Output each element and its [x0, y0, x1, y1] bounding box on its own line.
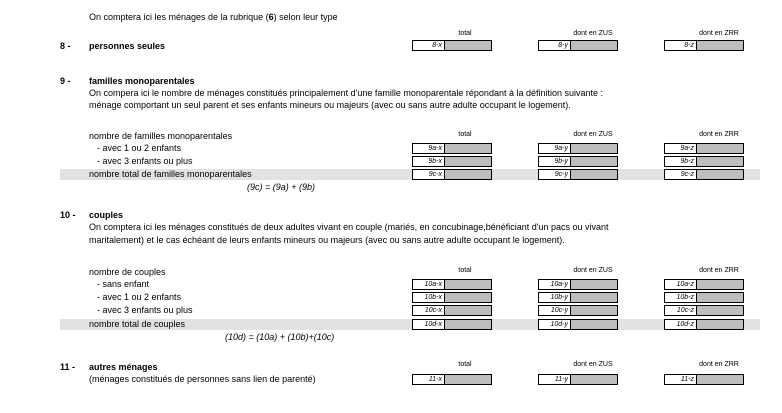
col-header-zus: dont en ZUS — [573, 267, 613, 274]
input-10d-z[interactable]: 10d-z — [664, 319, 744, 330]
input-9b-y[interactable]: 9b-y — [538, 156, 618, 167]
row-label: - sans enfant — [97, 279, 150, 289]
input-10a-x[interactable]: 10a-x — [412, 279, 492, 290]
input-10a-y[interactable]: 10a-y — [538, 279, 618, 290]
col-header-zus: dont en ZUS — [573, 131, 613, 138]
section-11-description: (ménages constitués de personnes sans lien de parenté) — [89, 374, 316, 384]
section-11-title: autres ménages — [89, 362, 158, 372]
row-label: - avec 1 ou 2 enfants — [97, 143, 182, 153]
input-10c-y[interactable]: 10c-y — [538, 305, 618, 316]
input-10b-z[interactable]: 10b-z — [664, 292, 744, 303]
section-11-number: 11 - — [60, 362, 76, 372]
col-header-zrr: dont en ZRR — [699, 267, 739, 274]
input-10c-x[interactable]: 10c-x — [412, 305, 492, 316]
col-header-total: total — [458, 131, 472, 138]
section-9-number: 9 - — [60, 76, 71, 86]
input-10b-y[interactable]: 10b-y — [538, 292, 618, 303]
section-9-title: familles monoparentales — [89, 76, 195, 86]
col-header-total: total — [458, 30, 472, 37]
section-8-number: 8 - — [60, 41, 71, 51]
input-8-y[interactable]: 8-y — [538, 40, 618, 51]
section-10-formula: (10d) = (10a) + (10b)+(10c) — [225, 332, 335, 342]
input-10c-z[interactable]: 10c-z — [664, 305, 744, 316]
input-9c-z[interactable]: 9c-z — [664, 169, 744, 180]
input-9a-x[interactable]: 9a-x — [412, 143, 492, 154]
col-header-zrr: dont en ZRR — [699, 30, 739, 37]
input-9c-x[interactable]: 9c-x — [412, 169, 492, 180]
col-header-zrr: dont en ZRR — [699, 361, 739, 368]
col-header-zrr: dont en ZRR — [699, 131, 739, 138]
section-10-number: 10 - — [60, 210, 76, 220]
input-10b-x[interactable]: 10b-x — [412, 292, 492, 303]
input-8-z[interactable]: 8-z — [664, 40, 744, 51]
row-label-total: nombre total de familles monoparentales — [89, 169, 252, 179]
input-9b-z[interactable]: 9b-z — [664, 156, 744, 167]
section-9-description-line2: ménage comportant un seul parent et ses enfants mineurs ou majeurs (avec ou sans autre adulte occupant le logement). — [89, 100, 571, 110]
section-10-subheader: nombre de couples — [89, 267, 166, 277]
input-9c-y[interactable]: 9c-y — [538, 169, 618, 180]
col-header-zus: dont en ZUS — [573, 30, 613, 37]
col-header-total: total — [458, 361, 472, 368]
input-8-x[interactable]: 8-x — [412, 40, 492, 51]
input-10a-z[interactable]: 10a-z — [664, 279, 744, 290]
section-9-subheader: nombre de familles monoparentales — [89, 131, 233, 141]
input-11-z[interactable]: 11-z — [664, 374, 744, 385]
input-11-x[interactable]: 11-x — [412, 374, 492, 385]
input-9a-z[interactable]: 9a-z — [664, 143, 744, 154]
row-label: - avec 1 ou 2 enfants — [97, 292, 182, 302]
row-label-total: nombre total de couples — [89, 319, 186, 329]
section-10-title: couples — [89, 210, 124, 220]
col-header-total: total — [458, 267, 472, 274]
row-label: - avec 3 enfants ou plus — [97, 156, 193, 166]
section-9-description-line1: On compera ici le nombre de ménages constitués principalement d'une famille monoparentale répondant à la définition suivante : — [89, 88, 604, 98]
intro-text: On comptera ici les ménages de la rubrique (6) selon leur type — [89, 12, 338, 22]
row-label: - avec 3 enfants ou plus — [97, 305, 193, 315]
section-10-description-line2: maritalement) et le cas échéant de leurs enfants mineurs ou majeurs (avec ou sans autre adulte occupant le logement). — [89, 235, 565, 245]
input-9a-y[interactable]: 9a-y — [538, 143, 618, 154]
section-10-description-line1: On comptera ici les ménages constitués de deux adultes vivant en couple (mariés, en concubinage,bénéficiant d'un pacs ou vivant — [89, 222, 609, 232]
input-11-y[interactable]: 11-y — [538, 374, 618, 385]
section-8-title: personnes seules — [89, 41, 166, 51]
section-9-formula: (9c) = (9a) + (9b) — [247, 182, 316, 192]
input-10d-y[interactable]: 10d-y — [538, 319, 618, 330]
input-9b-x[interactable]: 9b-x — [412, 156, 492, 167]
col-header-zus: dont en ZUS — [573, 361, 613, 368]
input-10d-x[interactable]: 10d-x — [412, 319, 492, 330]
